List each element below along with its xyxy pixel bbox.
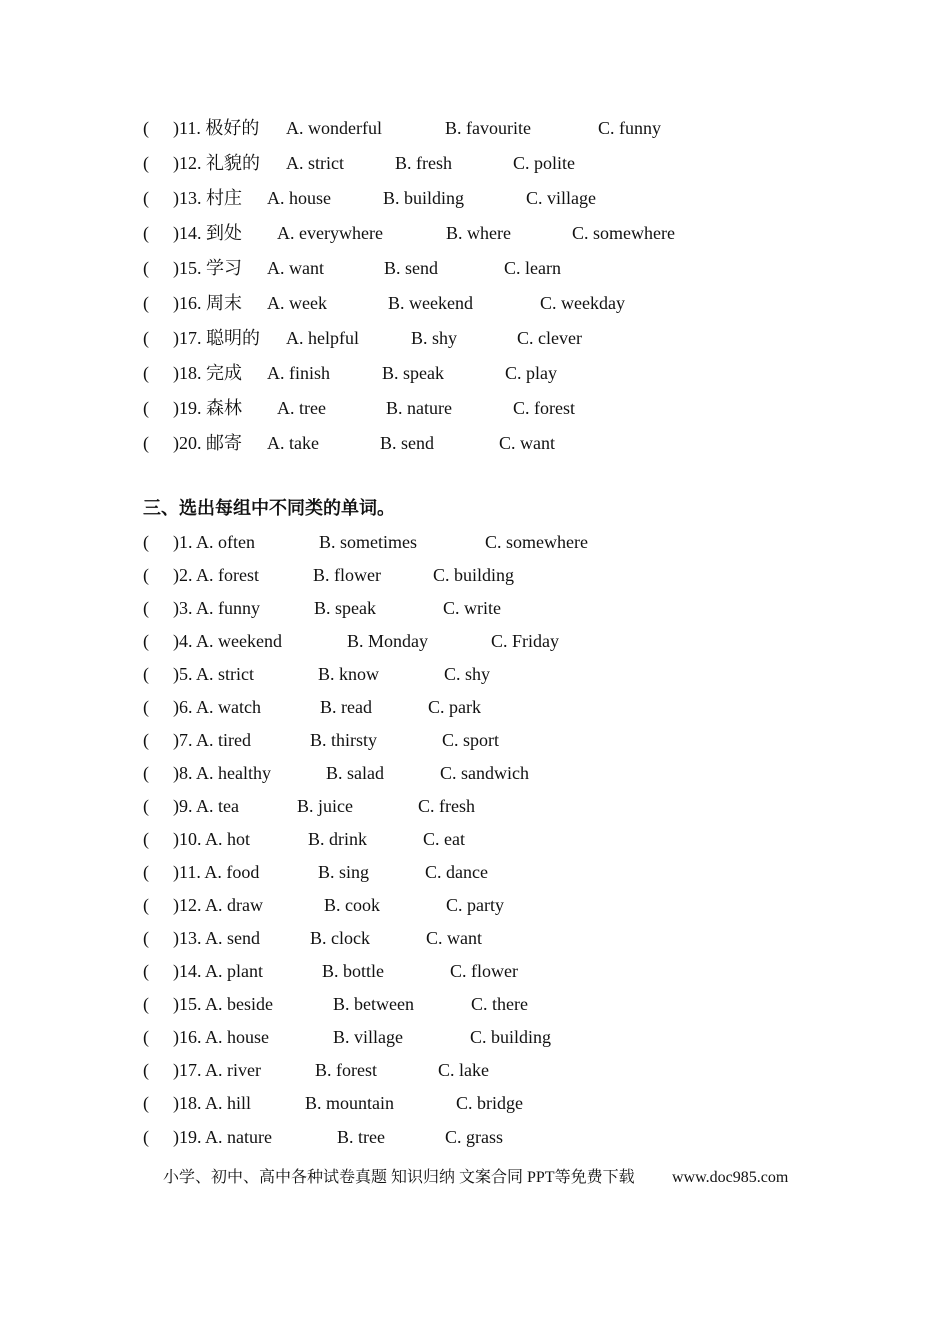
option-c: C. want [499,433,555,453]
option-c: C. weekday [540,293,625,313]
option-c: C. learn [504,258,561,278]
option-b: B. sing [318,862,370,882]
option-c: C. polite [513,153,575,173]
option-b: B. sometimes [319,532,417,552]
question-number-option-a: )5. A. strict [173,664,254,684]
answer-blank[interactable]: ( [143,631,149,651]
answer-blank[interactable]: ( [143,1127,149,1147]
question-number-option-a: )4. A. weekend [173,631,282,651]
option-c: C. sandwich [440,763,529,783]
option-c: C. eat [423,829,465,849]
question-number: )20. 邮寄 [173,433,242,453]
question-number: )18. 完成 [173,363,242,383]
option-b: B. juice [297,796,353,816]
question-number: )17. 聪明的 [173,328,260,348]
question-number-option-a: )12. A. draw [173,895,263,915]
option-b: B. shy [411,328,458,348]
answer-blank[interactable]: ( [143,258,149,278]
option-a: A. helpful [286,328,359,348]
question-number-option-a: )1. A. often [173,532,255,552]
option-c: C. dance [425,862,488,882]
option-b: B. nature [386,398,452,418]
option-b: B. send [380,433,434,453]
answer-blank[interactable]: ( [143,895,149,915]
answer-blank[interactable]: ( [143,994,149,1014]
answer-blank[interactable]: ( [143,598,149,618]
answer-blank[interactable]: ( [143,565,149,585]
option-c: C. forest [513,398,575,418]
option-a: A. tree [277,398,326,418]
question-number: )11. 极好的 [173,118,260,138]
option-c: C. park [428,697,481,717]
question-number-option-a: )13. A. send [173,928,260,948]
option-c: C. somewhere [572,223,675,243]
answer-blank[interactable]: ( [143,1027,149,1047]
option-c: C. funny [598,118,661,138]
option-b: B. where [446,223,511,243]
option-c: C. building [433,565,515,585]
option-b: B. mountain [305,1093,394,1113]
question-number: )16. 周末 [173,293,242,313]
question-number-option-a: )6. A. watch [173,697,261,717]
footer-text: 小学、初中、高中各种试卷真题 知识归纳 文案合同 PPT等免费下载 [163,1169,635,1186]
answer-blank[interactable]: ( [143,328,149,348]
option-c: C. want [426,928,482,948]
option-b: B. forest [315,1060,377,1080]
question-number: )19. 森林 [173,398,242,418]
option-b: B. drink [308,829,368,849]
option-c: C. Friday [491,631,560,651]
question-number-option-a: )15. A. beside [173,994,273,1014]
answer-blank[interactable]: ( [143,118,149,138]
option-b: B. speak [382,363,444,383]
option-b: B. weekend [388,293,473,313]
option-b: B. between [333,994,414,1014]
option-b: B. favourite [445,118,531,138]
option-b: B. thirsty [310,730,378,750]
option-c: C. play [505,363,557,383]
answer-blank[interactable]: ( [143,1093,149,1113]
question-number-option-a: )3. A. funny [173,598,260,618]
option-b: B. salad [326,763,384,783]
option-a: A. house [267,188,331,208]
question-number: )15. 学习 [173,258,242,278]
option-a: A. take [267,433,319,453]
option-c: C. grass [445,1127,503,1147]
option-c: C. fresh [418,796,475,816]
option-a: A. finish [267,363,330,383]
answer-blank[interactable]: ( [143,928,149,948]
option-c: C. write [443,598,501,618]
option-b: B. tree [337,1127,385,1147]
answer-blank[interactable]: ( [143,829,149,849]
option-c: C. bridge [456,1093,523,1113]
option-a: A. everywhere [277,223,383,243]
option-c: C. building [470,1027,552,1047]
answer-blank[interactable]: ( [143,532,149,552]
option-a: A. want [267,258,324,278]
option-c: C. flower [450,961,518,981]
option-b: B. cook [324,895,380,915]
option-c: C. clever [517,328,582,348]
answer-blank[interactable]: ( [143,153,149,173]
option-b: B. bottle [322,961,384,981]
question-number-option-a: )8. A. healthy [173,763,271,783]
option-c: C. somewhere [485,532,588,552]
page-footer [163,1164,789,1192]
answer-blank[interactable]: ( [143,293,149,313]
answer-blank[interactable]: ( [143,730,149,750]
option-a: A. week [267,293,327,313]
question-number-option-a: )16. A. house [173,1027,269,1047]
option-b: B. fresh [395,153,452,173]
question-number: )13. 村庄 [173,188,242,208]
option-c: C. there [471,994,528,1014]
footer-site-link[interactable]: www.doc985.com [672,1169,789,1186]
answer-blank[interactable]: ( [143,763,149,783]
answer-blank[interactable]: ( [143,398,149,418]
answer-blank[interactable]: ( [143,862,149,882]
option-c: C. village [526,188,596,208]
option-b: B. Monday [347,631,428,651]
option-b: B. building [383,188,465,208]
answer-blank[interactable]: ( [143,1060,149,1080]
option-a: A. wonderful [286,118,382,138]
answer-blank[interactable]: ( [143,796,149,816]
option-c: C. party [446,895,504,915]
question-number-option-a: )18. A. hill [173,1093,252,1113]
option-b: B. read [320,697,372,717]
question-number-option-a: )19. A. nature [173,1127,272,1147]
option-b: B. clock [310,928,370,948]
question-number-option-a: )11. A. food [173,862,260,882]
option-c: C. shy [444,664,491,684]
answer-blank[interactable]: ( [143,223,149,243]
option-c: C. sport [442,730,500,750]
option-c: C. lake [438,1060,489,1080]
answer-blank[interactable]: ( [143,664,149,684]
question-number-option-a: )9. A. tea [173,796,239,816]
question-number: )14. 到处 [173,223,242,243]
answer-blank[interactable]: ( [143,961,149,981]
answer-blank[interactable]: ( [143,188,149,208]
question-number-option-a: )17. A. river [173,1060,261,1080]
option-a: A. strict [286,153,344,173]
option-b: B. flower [313,565,381,585]
question-number-option-a: )14. A. plant [173,961,263,981]
option-b: B. village [333,1027,403,1047]
question-number-option-a: )10. A. hot [173,829,251,849]
answer-blank[interactable]: ( [143,697,149,717]
question-number: )12. 礼貌的 [173,153,260,173]
option-b: B. know [318,664,380,684]
answer-blank[interactable]: ( [143,363,149,383]
option-b: B. send [384,258,438,278]
question-number-option-a: )7. A. tired [173,730,251,750]
answer-blank[interactable]: ( [143,433,149,453]
option-b: B. speak [314,598,376,618]
question-number-option-a: )2. A. forest [173,565,259,585]
section-heading: 三、选出每组中不同类的单词。 [143,498,395,519]
